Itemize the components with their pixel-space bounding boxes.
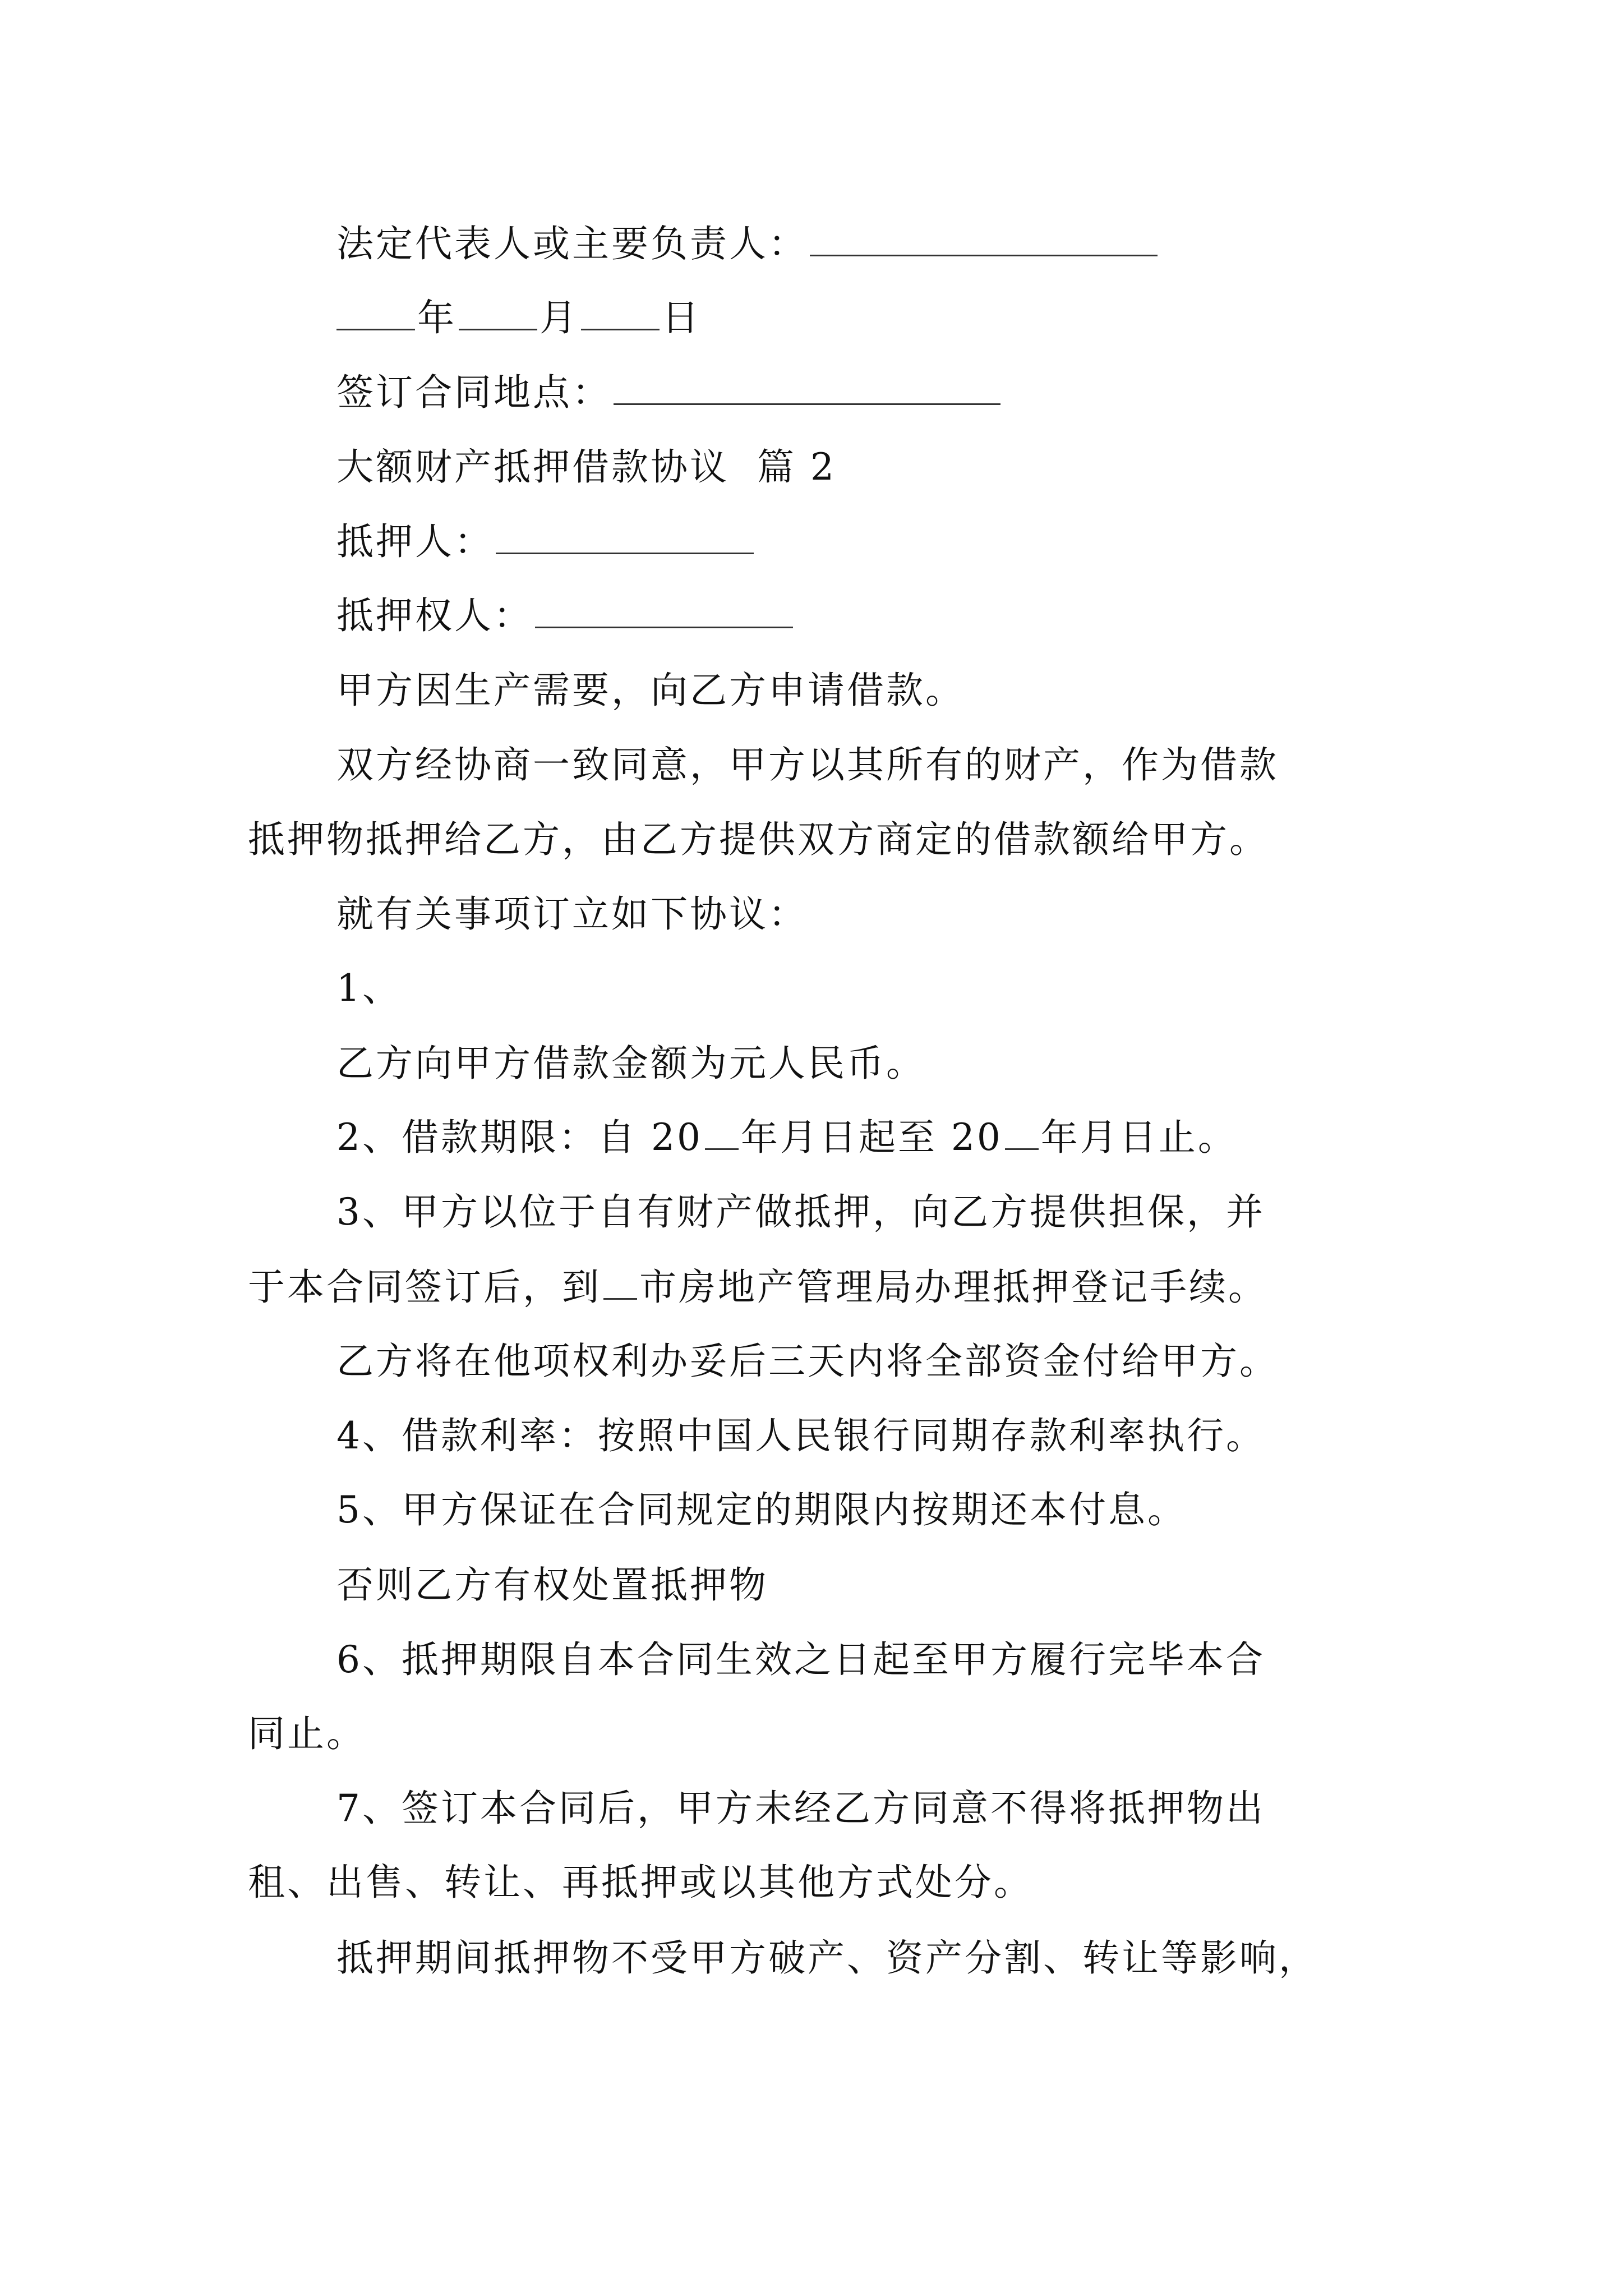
mortgagor-label: 抵押人： xyxy=(336,520,494,563)
paragraph-text: 4、借款利率：按照中国人民银行同期存款利率执行。 xyxy=(336,1414,1265,1457)
paragraph-line xyxy=(336,892,808,937)
loan-term-line xyxy=(336,1115,1237,1160)
month-label: 月 xyxy=(540,296,579,339)
month-blank xyxy=(459,296,537,330)
paragraph-line xyxy=(248,817,1269,862)
paragraph-line xyxy=(336,1041,925,1086)
paragraph-line xyxy=(336,1488,1187,1533)
paragraph-text: 双方经协商一致同意，甲方以其所有的财产，作为借款 xyxy=(336,743,1279,786)
paragraph-line xyxy=(336,1786,1265,1831)
paragraph-line xyxy=(248,1711,366,1756)
loan-term-text-2: 年月日起至 20 xyxy=(740,1116,1003,1159)
signing-place-blank xyxy=(614,371,1000,405)
mortgagee-blank xyxy=(535,594,793,628)
paragraph-line xyxy=(336,1414,1265,1458)
paragraph-text: 抵押期间抵押物不受甲方破产、资产分割、转让等影响， xyxy=(336,1936,1318,1980)
paragraph-line xyxy=(336,743,1279,788)
date-line xyxy=(336,296,701,341)
registration-line xyxy=(248,1265,1267,1310)
paragraph-text: 6、抵押期限自本合同生效之日起至甲方履行完毕本合 xyxy=(336,1638,1265,1681)
signing-place-label: 签订合同地点： xyxy=(336,371,611,414)
legal-representative-label: 法定代表人或主要负责人： xyxy=(336,222,808,265)
city-blank xyxy=(603,1266,637,1300)
paragraph-text: 同止。 xyxy=(248,1712,366,1755)
paragraph-line xyxy=(336,1637,1265,1682)
mortgagee-label: 抵押权人： xyxy=(336,594,533,637)
year-blank xyxy=(336,296,415,330)
mortgagor-line xyxy=(336,519,756,564)
loan-term-text-3: 年月日止。 xyxy=(1040,1116,1237,1159)
day-blank xyxy=(581,296,660,330)
day-label: 日 xyxy=(662,296,701,339)
paragraph-line xyxy=(336,1936,1318,1981)
section-heading-text: 大额财产抵押借款协议 篇 2 xyxy=(336,445,836,489)
loan-term-text-1: 2、借款期限：自 20 xyxy=(336,1116,703,1159)
paragraph-text: 乙方将在他项权利办妥后三天内将全部资金付给甲方。 xyxy=(336,1340,1279,1383)
paragraph-text: 否则乙方有权处置抵押物 xyxy=(336,1563,768,1607)
paragraph-line xyxy=(248,1860,1033,1905)
paragraph-text: 5、甲方保证在合同规定的期限内按期还本付息。 xyxy=(336,1488,1187,1531)
paragraph-line xyxy=(336,1339,1279,1384)
clause-number xyxy=(336,966,402,1011)
section-heading xyxy=(336,445,836,490)
signing-place-line xyxy=(336,370,1003,415)
clause-number-text: 1、 xyxy=(336,967,402,1010)
registration-text-1: 于本合同签订后，到 xyxy=(248,1266,601,1309)
paragraph-text: 7、签订本合同后，甲方未经乙方同意不得将抵押物出 xyxy=(336,1787,1265,1830)
paragraph-text: 就有关事项订立如下协议： xyxy=(336,892,808,936)
legal-representative-blank xyxy=(810,222,1158,256)
loan-end-year-blank xyxy=(1005,1116,1039,1150)
paragraph-line xyxy=(336,668,965,713)
paragraph-text: 抵押物抵押给乙方，由乙方提供双方商定的借款额给甲方。 xyxy=(248,818,1269,861)
paragraph-line xyxy=(336,1190,1265,1235)
paragraph-text: 租、出售、转让、再抵押或以其他方式处分。 xyxy=(248,1861,1033,1904)
registration-text-2: 市房地产管理局办理抵押登记手续。 xyxy=(639,1266,1267,1309)
mortgagee-line xyxy=(336,593,795,638)
paragraph-text: 乙方向甲方借款金额为元人民币。 xyxy=(336,1042,925,1085)
loan-start-year-blank xyxy=(705,1116,739,1150)
paragraph-text: 3、甲方以位于自有财产做抵押，向乙方提供担保，并 xyxy=(336,1190,1265,1234)
paragraph-line xyxy=(336,1563,768,1608)
paragraph-text: 甲方因生产需要，向乙方申请借款。 xyxy=(336,669,965,712)
legal-representative-line xyxy=(336,222,1160,266)
mortgagor-blank xyxy=(496,520,754,554)
year-label: 年 xyxy=(417,296,457,339)
